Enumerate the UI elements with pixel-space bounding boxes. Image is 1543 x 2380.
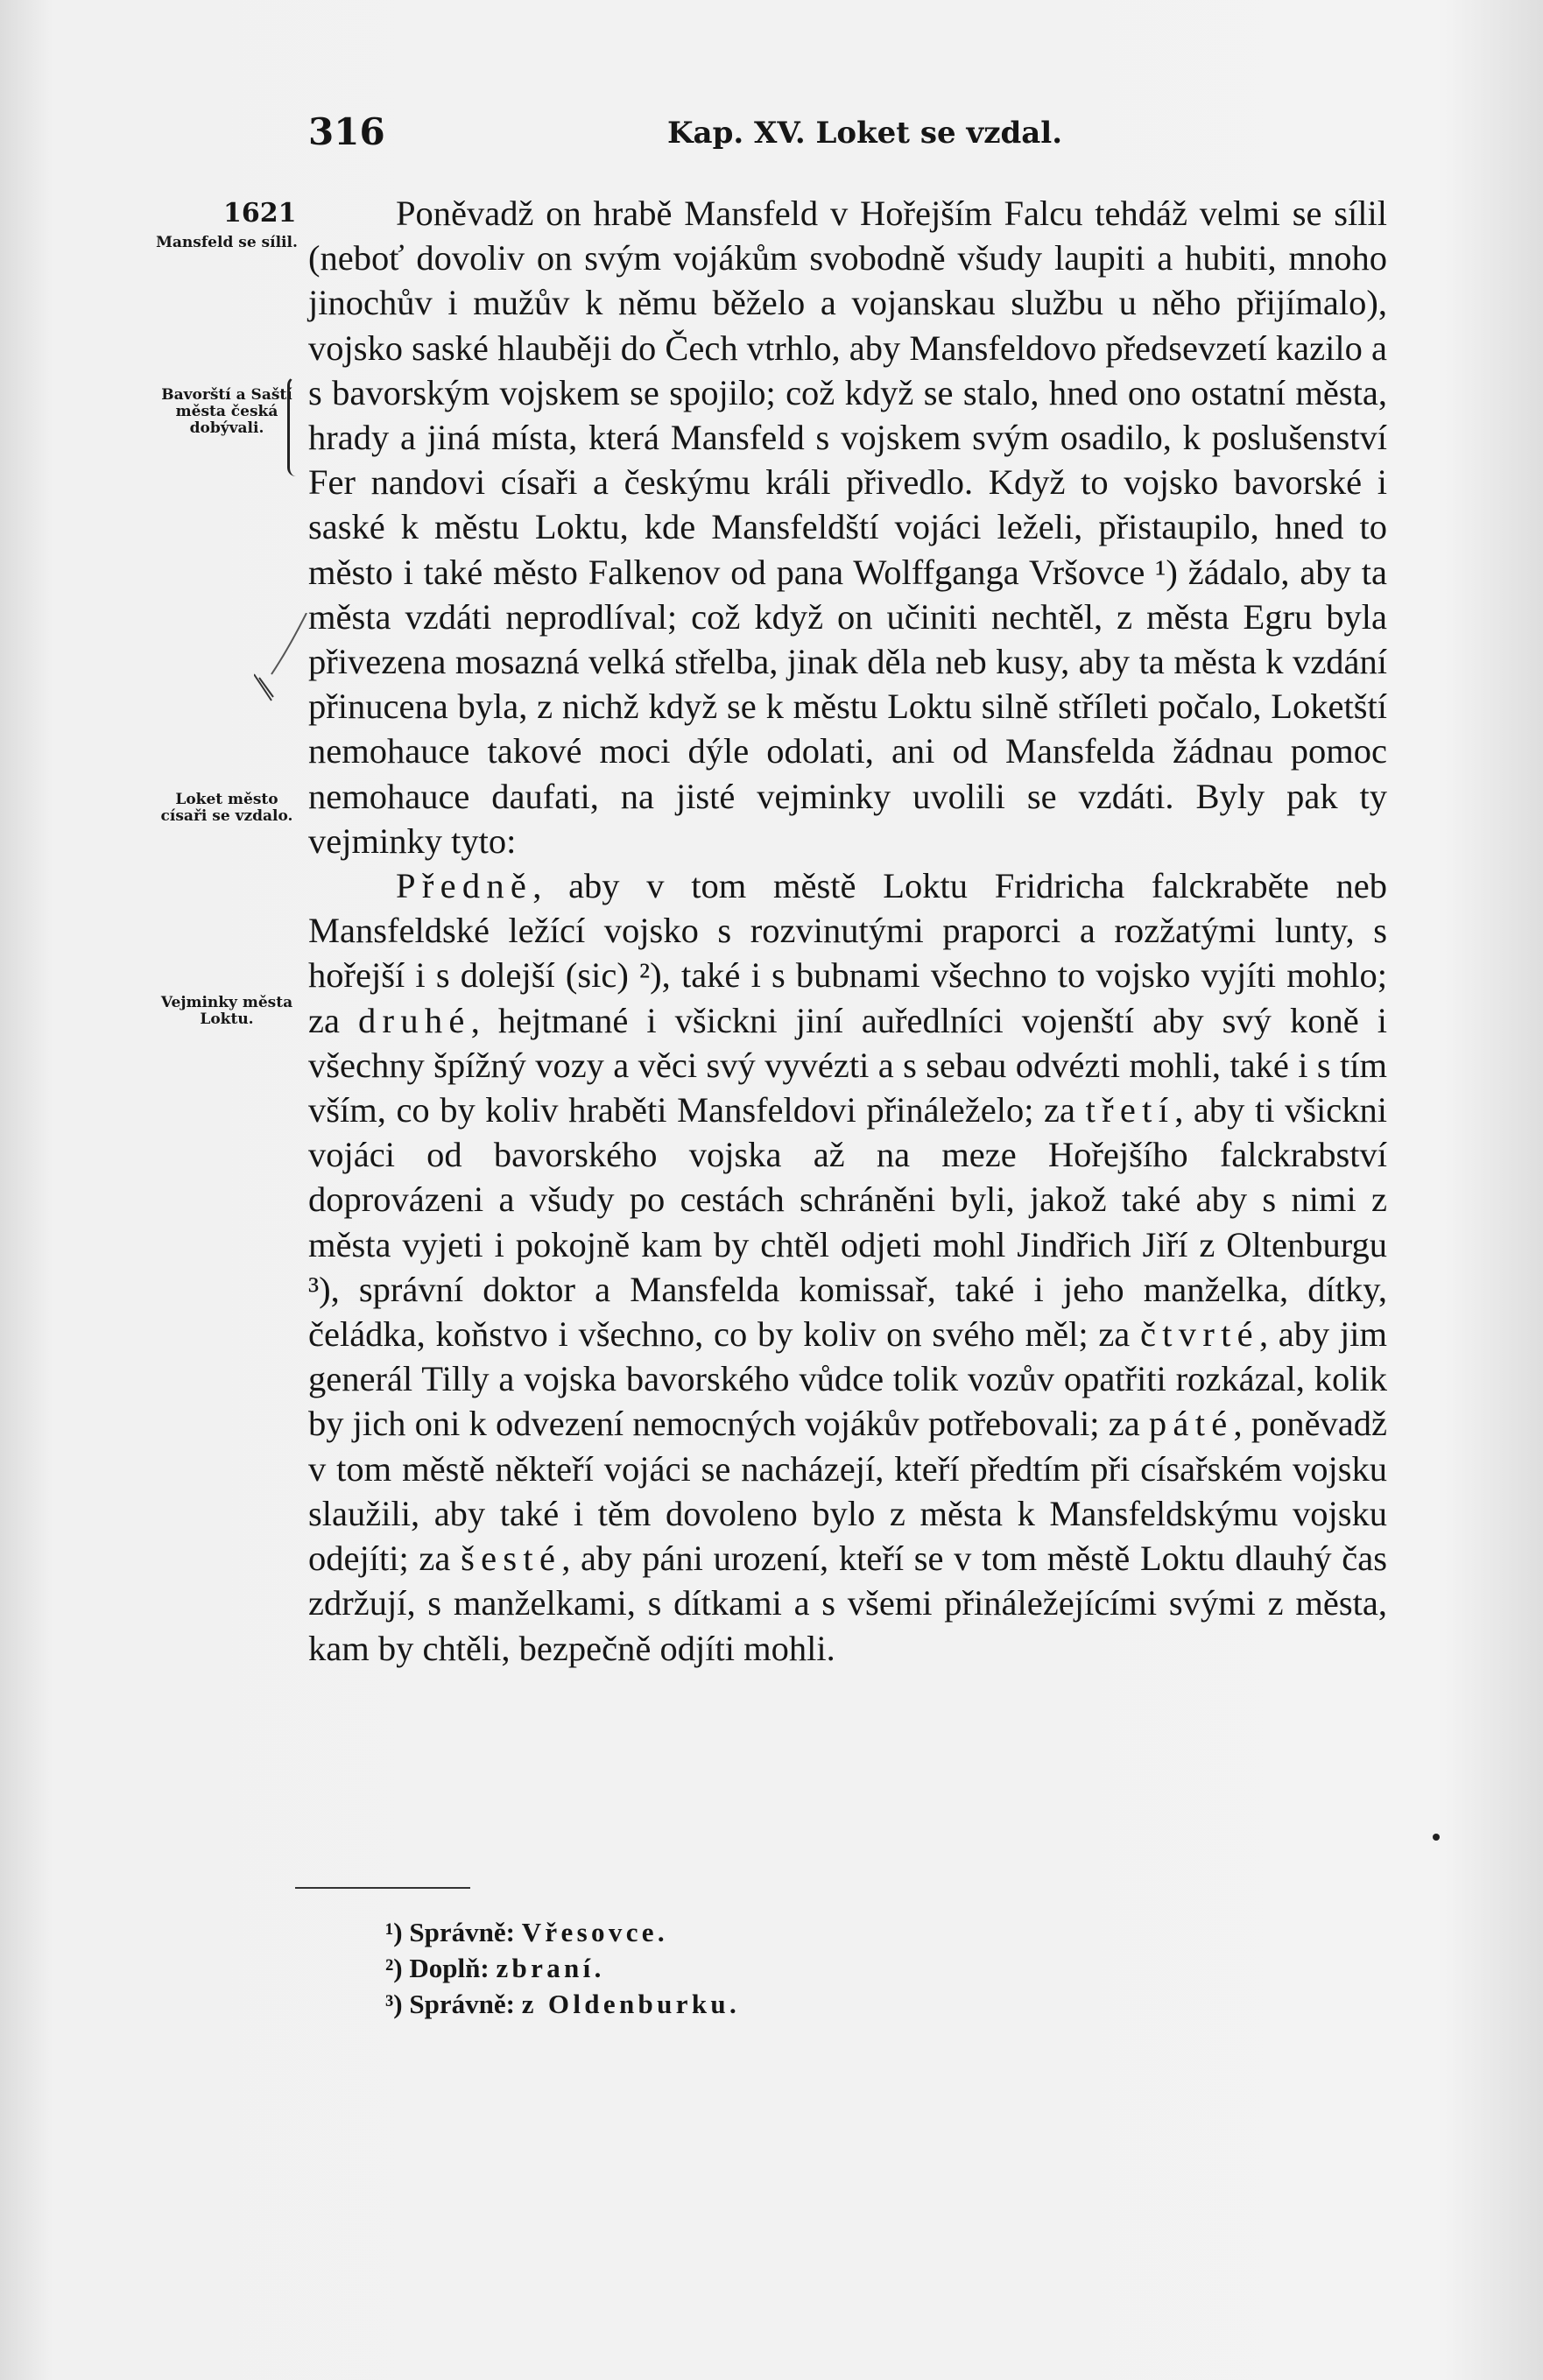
running-title: Kap. XV. Loket se vzdal. [667, 116, 1063, 151]
footnote-1: ¹) Správně: Vřesovce. [385, 1917, 669, 1947]
condition-first-text: , aby v tom městě Loktu Fridricha falckraběte neb Mansfeldské ležící vojsko s rozvinutými praporci a rozžatými lunty, s hořejší i s dolejší (sic) ²), také i s bubnami všechno to vojsko vyjíti mohlo; za [308, 866, 1387, 1040]
footnotes [385, 1914, 1173, 2022]
margin-note-loket-surrender: Loket město císaři se vzdalo. [160, 791, 293, 825]
paragraph-intro: Poněvadž on hrabě Mansfeld v Hořejším Falcu tehdáž velmi se sílil (neboť dovoliv on svým vojákům svobodně všudy laupiti a hubiti, mnoho jinochův i mužův k němu běželo a vojanskau službu u něho přijímalo), vojsko saské hlauběji do Čech vtrhlo, aby Mansfeldovo předsevzetí kazilo a s bavorským vojskem se spojilo; což když se stalo, hned ono ostatní města, hrady a jiná místa, která Mansfeld s vojskem svým osadilo, k poslušenství Fer nandovi císaři a českýmu králi přivedlo. Když to vojsko bavorské i saské k městu Loktu, kde Mansfeldští vojáci leželi, přistaupilo, hned to město i také město Falkenov od pana Wolffganga Vršovce ¹) žádalo, aby ta města vzdáti neprodlíval; což když on učiniti nechtěl, z města Egru byla přivezena mosazná velká střelba, jinak děla neb kusy, aby ta města k vzdání přinucena byla, z nichž když se k městu Loktu silně stříleti počalo, Loketští nemohauce takové moci dýle odolati, ani od Mansfelda žádnau pomoc nemohauce daufati, na jisté vejminky uvolili se vzdáti. Byly pak ty vejminky tyto: [308, 194, 1387, 861]
page-number: 316 [308, 110, 385, 153]
condition-sixth-text: , aby páni urození, kteří se v tom městě Loktu dlauhý čas zdržují, s manželkami, s dítkami a s všemi přináležejícími svými z města, kam by chtěli, bezpečně odjíti mohli. [308, 1539, 1387, 1668]
margin-note-bavarians: Bavorští a Saští města česká dobývali. [161, 386, 292, 437]
condition-third: třetí [1085, 1090, 1175, 1130]
condition-second: druhé [358, 1000, 471, 1040]
condition-first: Předně [396, 866, 533, 906]
paragraph-conditions [308, 863, 1387, 1671]
condition-second-text: , hejtmané i všickni jiní auředlníci vojenští aby svý koně i všechny špížný vozy a věci svý vyvézti a s sebau odvézti mohli, také i s tím vším, co by koliv hraběti Mansfeldovi přináleželo; za [308, 1000, 1387, 1130]
footnote-2: ²) Doplň: zbraní. [385, 1953, 605, 1983]
main-text [308, 191, 1387, 1671]
footnote-rule [295, 1887, 470, 1889]
condition-fifth-text: , poněvadž v tom městě někteří vojáci se nacházejí, kteří předtím při císařském vojsku slaužili, aby také i těm dovoleno bylo z města k Mansfeldskýmu vojsku odejíti; za [308, 1404, 1388, 1579]
margin-note-mansfeld: Mansfeld se sílil. [156, 234, 298, 251]
ink-dot [1433, 1834, 1440, 1841]
margin-note-conditions: Vejminky města Loktu. [160, 994, 293, 1028]
footnote-3: ³) Správně: z Oldenburku. [385, 1989, 741, 2019]
margin-brace [287, 377, 304, 476]
condition-sixth: šesté [461, 1539, 562, 1579]
condition-third-text: , aby ti všickni vojáci od bavorského vojska až na meze Hořejšího falckrabství doprovázeni a všudy po cestách schráněni byli, jakož také aby s nimi z města vyjeti i pokojně kam by chtěl odjeti mohl Jindřich Jiří z Oltenburgu ³), správní doktor a Mansfelda komissař, také i jeho manželka, dítky, čeládka, koňstvo i všechno, co by koliv on svého měl; za [308, 1090, 1387, 1355]
page-header [0, 103, 1543, 156]
margin-year: 1621 [223, 198, 297, 229]
condition-fifth: páté [1148, 1404, 1234, 1444]
condition-fourth: čtvrté [1140, 1314, 1259, 1355]
condition-fourth-text: , aby jim generál Tilly a vojska bavorského vůdce tolik vozův opatřiti rozkázal, kolik by jich oni k odvezení nemocných vojákův potřebovali; za [308, 1314, 1387, 1444]
